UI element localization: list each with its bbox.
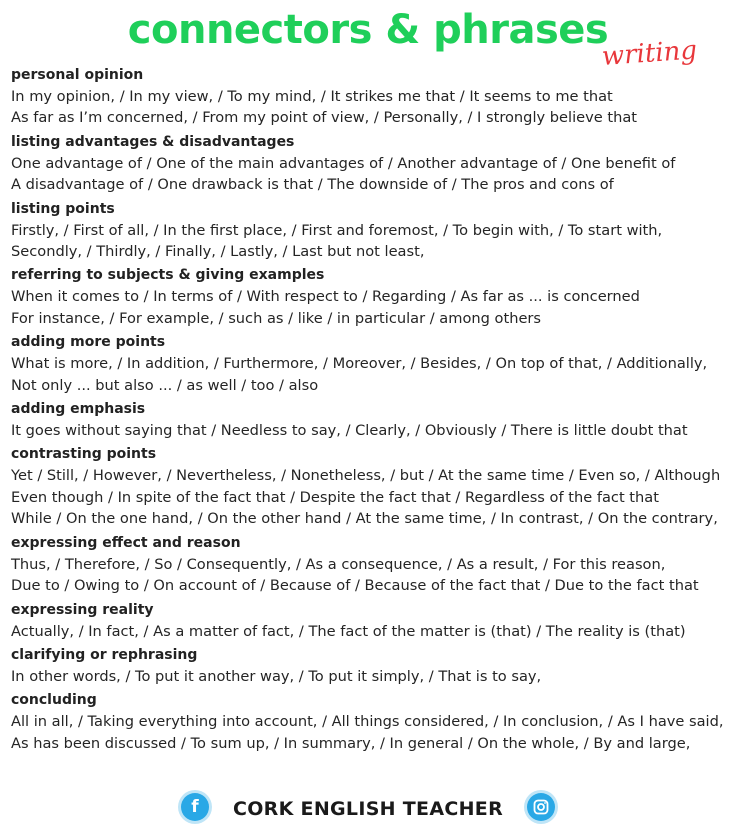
phrase-line: What is more, / In addition, / Furthermore, / Moreover, / Besides, / On top of that, / Additionally, <box>11 355 708 373</box>
section-title: expressing reality <box>11 601 154 618</box>
phrase-line: All in all, / Taking everything into account, / All things considered, / In conclusion, / As I have said, <box>11 713 724 731</box>
phrase-line: For instance, / For example, / such as / like / in particular / among others <box>11 309 542 327</box>
phrase-line: Firstly, / First of all, / In the first place, / First and foremost, / To begin with, / To start with, <box>11 221 663 239</box>
phrase-line: Secondly, / Thirdly, / Finally, / Lastly, / Last but not least, <box>11 243 425 261</box>
phrase-line: Thus, / Therefore, / So / Consequently, / As a consequence, / As a result, / For this reason, <box>11 555 666 573</box>
section <box>11 600 726 642</box>
section <box>11 645 726 687</box>
section-title: adding more points <box>11 334 166 351</box>
phrase-line: Actually, / In fact, / As a matter of fact, / The fact of the matter is (that) / The reality is (that) <box>11 622 686 640</box>
instagram-icon[interactable] <box>527 793 555 821</box>
section <box>11 690 726 754</box>
section-title: listing points <box>11 200 115 217</box>
phrase-line: Even though / In spite of the fact that / Despite the fact that / Regardless of the fact that <box>11 488 659 506</box>
facebook-glyph: f <box>191 797 199 817</box>
section <box>11 199 726 263</box>
section <box>11 132 726 196</box>
phrase-line: One advantage of / One of the main advantages of / Another advantage of / One benefit of <box>11 154 676 172</box>
section-title: contrasting points <box>11 446 157 463</box>
section <box>11 399 726 441</box>
section <box>11 265 726 329</box>
phrase-line: When it comes to / In terms of / With respect to / Regarding / As far as ... is concerned <box>11 288 640 306</box>
phrase-line: As has been discussed / To sum up, / In summary, / In general / On the whole, / By and large, <box>11 734 691 752</box>
section <box>11 444 726 529</box>
section-title: clarifying or rephrasing <box>11 646 198 663</box>
phrase-line: In my opinion, / In my view, / To my mind, / It strikes me that / It seems to me that <box>11 88 613 105</box>
phrase-line: A disadvantage of / One drawback is that / The downside of / The pros and cons of <box>11 176 614 194</box>
section <box>11 332 726 396</box>
section-title: adding emphasis <box>11 401 146 418</box>
phrase-line: Due to / Owing to / On account of / Because of / Because of the fact that / Due to the fact that <box>11 577 699 595</box>
section-title: expressing effect and reason <box>11 534 241 551</box>
section <box>11 533 726 597</box>
footer <box>0 790 736 826</box>
phrase-line: Yet / Still, / However, / Nevertheless, / Nonetheless, / but / At the same time / Even so, / Although <box>11 467 721 485</box>
section-title: listing advantages & disadvantages <box>11 133 295 150</box>
page-title: connectors & phrases <box>127 7 609 53</box>
phrase-list <box>11 62 726 754</box>
phrase-line: While / On the one hand, / On the other hand / At the same time, / In contrast, / On the contrary, <box>11 510 718 528</box>
phrase-line: As far as I’m concerned, / From my point of view, / Personally, / I strongly believe that <box>11 109 637 127</box>
section-title: concluding <box>11 692 97 709</box>
footer-brand: CORK ENGLISH TEACHER <box>232 798 503 820</box>
phrase-line: In other words, / To put it another way, / To put it simply, / That is to say, <box>11 667 542 685</box>
section <box>11 65 726 129</box>
page-subtitle: writing <box>600 35 698 72</box>
phrase-line: It goes without saying that / Needless to say, / Clearly, / Obviously / There is little doubt that <box>11 422 688 440</box>
phrase-line: Not only ... but also ... / as well / too / also <box>11 376 319 394</box>
section-title: referring to subjects & giving examples <box>11 267 325 284</box>
section-title: personal opinion <box>11 67 144 83</box>
